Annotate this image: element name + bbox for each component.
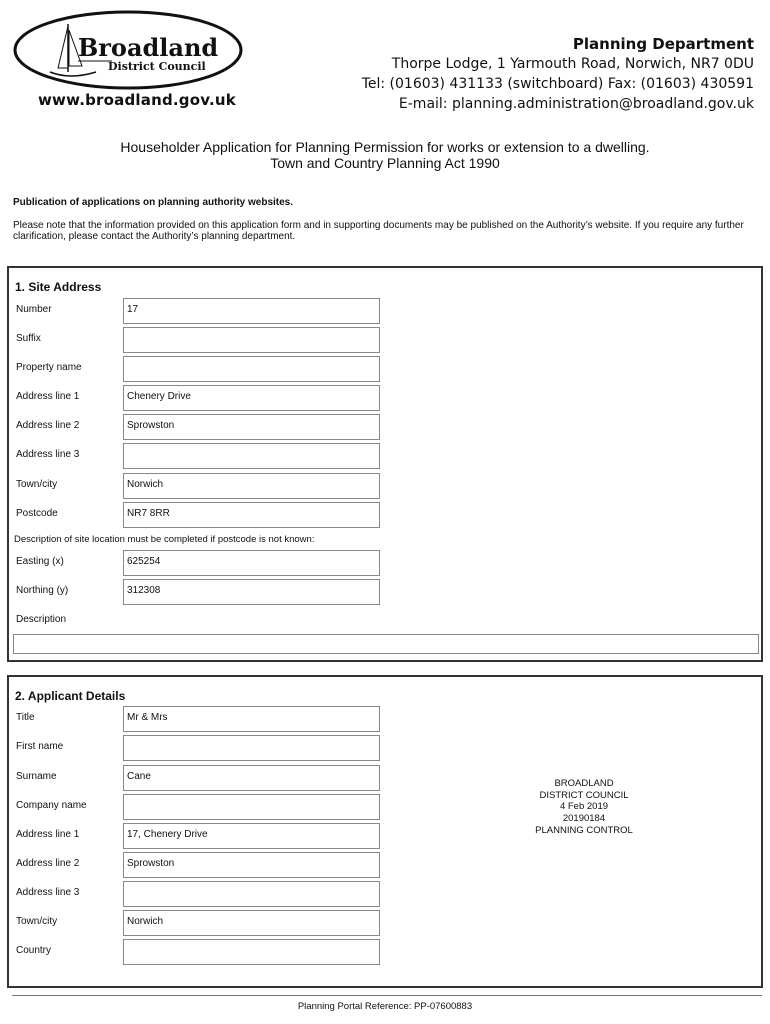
field-row-address-line-3	[9, 881, 761, 907]
field-row-suffix	[9, 327, 761, 353]
field-label: Address line 3	[16, 449, 80, 460]
field-row-first-name	[9, 735, 761, 761]
address-line-3-field[interactable]	[123, 881, 380, 907]
field-label: Suffix	[16, 333, 41, 344]
department-address: Thorpe Lodge, 1 Yarmouth Road, Norwich, NR7 0DU	[391, 56, 754, 72]
field-label: Property name	[16, 362, 82, 373]
logo-text: Broadland	[78, 33, 219, 62]
company-name-field[interactable]	[123, 794, 380, 820]
received-stamp	[520, 778, 648, 837]
field-row-address-line-1	[9, 823, 761, 849]
field-row-address-line-2	[9, 852, 761, 878]
field-row-northing	[9, 579, 761, 605]
stamp-line: PLANNING CONTROL	[535, 824, 633, 836]
property-name-field[interactable]	[123, 356, 380, 382]
number-field[interactable]: 17	[123, 298, 380, 324]
stamp-line: BROADLAND	[554, 778, 614, 789]
location-note: Description of site location must be completed if postcode is not known:	[14, 534, 315, 545]
country-field[interactable]	[123, 939, 380, 965]
section-heading: 1. Site Address	[15, 280, 102, 294]
field-row-company-name	[9, 794, 761, 820]
town-city-field[interactable]: Norwich	[123, 473, 380, 499]
surname-field[interactable]: Cane	[123, 765, 380, 791]
field-row-address-line-3	[9, 443, 761, 469]
field-row-property-name	[9, 356, 761, 382]
field-label: Description	[16, 614, 67, 625]
address-line-2-field[interactable]: Sprowston	[123, 852, 380, 878]
field-label: Postcode	[16, 508, 58, 519]
department-block	[362, 34, 754, 114]
department-title: Planning Department	[572, 35, 754, 53]
footer-divider	[12, 995, 762, 996]
stamp-line: DISTRICT COUNCIL	[539, 789, 629, 801]
address-line-2-field[interactable]: Sprowston	[123, 414, 380, 440]
site-address-section	[7, 266, 763, 662]
logo-subtext: District Council	[108, 60, 206, 73]
field-row-easting	[9, 550, 761, 576]
field-label: Address line 1	[16, 829, 80, 840]
broadland-logo	[12, 8, 244, 96]
department-email: E-mail: planning.administration@broadland.gov.uk	[398, 96, 754, 112]
applicant-details-section	[7, 675, 763, 988]
form-title	[0, 139, 770, 171]
field-label: Address line 2	[16, 858, 80, 869]
field-row-description	[9, 608, 761, 634]
field-row-town-city	[9, 473, 761, 499]
field-label: Easting (x)	[16, 556, 64, 567]
field-label: Address line 3	[16, 887, 80, 898]
field-row-title	[9, 706, 761, 732]
field-label: Address line 2	[16, 420, 80, 431]
field-row-number	[9, 298, 761, 324]
address-line-1-field[interactable]: Chenery Drive	[123, 385, 380, 411]
field-label: First name	[16, 741, 64, 752]
website-url: www.broadland.gov.uk	[38, 91, 236, 109]
field-row-address-line-2	[9, 414, 761, 440]
stamp-reference: 20190184	[562, 813, 606, 825]
northing-field[interactable]: 312308	[123, 579, 380, 605]
title-field[interactable]: Mr & Mrs	[123, 706, 380, 732]
easting-field[interactable]: 625254	[123, 550, 380, 576]
publication-heading: Publication of applications on planning authority websites.	[13, 197, 294, 208]
address-line-3-field[interactable]	[123, 443, 380, 469]
town-city-field[interactable]: Norwich	[123, 910, 380, 936]
field-row-town-city	[9, 910, 761, 936]
field-label: Town/city	[16, 479, 58, 490]
first-name-field[interactable]	[123, 735, 380, 761]
address-line-1-field[interactable]: 17, Chenery Drive	[123, 823, 380, 849]
field-label: Address line 1	[16, 391, 80, 402]
form-title-line1: Householder Application for Planning Permission for works or extension to a dwelling.	[120, 139, 650, 155]
field-row-country	[9, 939, 761, 965]
section-heading: 2. Applicant Details	[15, 689, 126, 703]
stamp-date: 4 Feb 2019	[559, 801, 609, 813]
publication-note: Please note that the information provided on this application form and in supporting documents may be published on the Authority’s website. If you require any further clarification, please contact the Authority’s planning department.	[13, 220, 744, 242]
portal-reference: Planning Portal Reference: PP-07600883	[297, 1001, 473, 1012]
field-label: Surname	[16, 771, 57, 782]
field-label: Title	[16, 712, 35, 723]
field-label: Number	[16, 304, 52, 315]
field-row-postcode	[9, 502, 761, 528]
field-label: Northing (y)	[16, 585, 69, 596]
field-row-address-line-1	[9, 385, 761, 411]
field-label: Country	[16, 945, 52, 956]
department-telephone: Tel: (01603) 431133 (switchboard) Fax: (01603) 430591	[361, 76, 754, 92]
description-field[interactable]	[13, 634, 759, 654]
form-title-line2: Town and Country Planning Act 1990	[270, 155, 500, 171]
postcode-field[interactable]: NR7 8RR	[123, 502, 380, 528]
suffix-field[interactable]	[123, 327, 380, 353]
field-label: Town/city	[16, 916, 58, 927]
field-label: Company name	[16, 800, 87, 811]
field-row-surname	[9, 765, 761, 791]
